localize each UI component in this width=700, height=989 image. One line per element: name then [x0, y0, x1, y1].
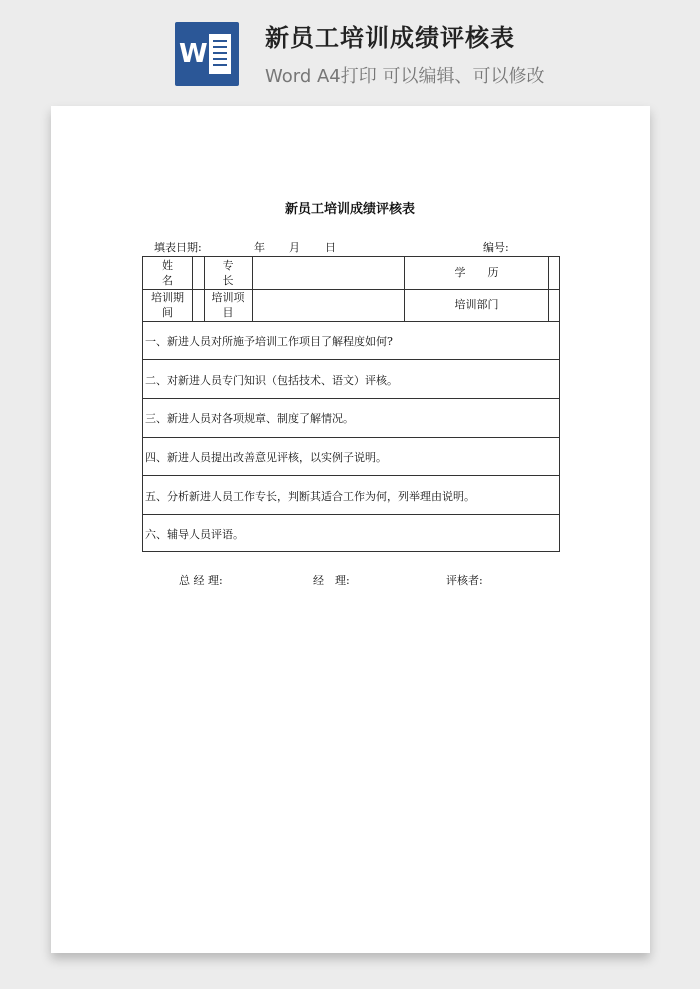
specialty-label-bottom: 长 — [222, 274, 234, 287]
evaluation-table — [142, 256, 560, 552]
department-label: 培训部门 — [454, 298, 499, 311]
word-icon-page — [209, 34, 231, 74]
word-icon — [175, 22, 239, 86]
banner-subtitle: Word A4打印 可以编辑、可以修改 — [265, 66, 545, 87]
question-4: 四、新进人员提出改善意见评核，以实例子说明。 — [145, 451, 387, 464]
project-label-top: 培训项 — [211, 291, 245, 304]
general-manager-signature: 总 经 理: — [179, 574, 223, 587]
question-1: 一、新进人员对所施予培训工作项目了解程度如何? — [145, 335, 393, 348]
number-label: 编号: — [483, 241, 509, 254]
name-label-top: 姓 — [162, 259, 173, 272]
reviewer-signature: 评核者: — [446, 574, 483, 587]
period-label-top: 培训期 — [151, 291, 184, 304]
banner-title: 新员工培训成绩评核表 — [265, 24, 515, 52]
manager-signature: 经 理: — [313, 574, 350, 587]
date-year: 年 — [254, 241, 265, 254]
word-icon-letter: W — [179, 39, 208, 69]
education-label: 学 历 — [454, 266, 499, 279]
project-label-bottom: 目 — [222, 306, 234, 319]
question-5: 五、分析新进人员工作专长，判断其适合工作为何，列举理由说明。 — [145, 490, 475, 503]
question-3: 三、新进人员对各项规章、制度了解情况。 — [145, 412, 354, 425]
question-6: 六、辅导人员评语。 — [145, 528, 244, 541]
question-2: 二、对新进人员专门知识（包括技术、语文）评核。 — [145, 374, 398, 387]
date-label: 填表日期: — [154, 241, 202, 254]
header-banner — [0, 0, 700, 100]
date-day: 日 — [325, 241, 336, 254]
name-label-bottom: 名 — [162, 274, 173, 287]
date-month: 月 — [289, 241, 300, 254]
document-title: 新员工培训成绩评核表 — [284, 202, 415, 217]
period-label-bottom: 间 — [162, 306, 173, 319]
specialty-label-top: 专 — [222, 259, 234, 272]
